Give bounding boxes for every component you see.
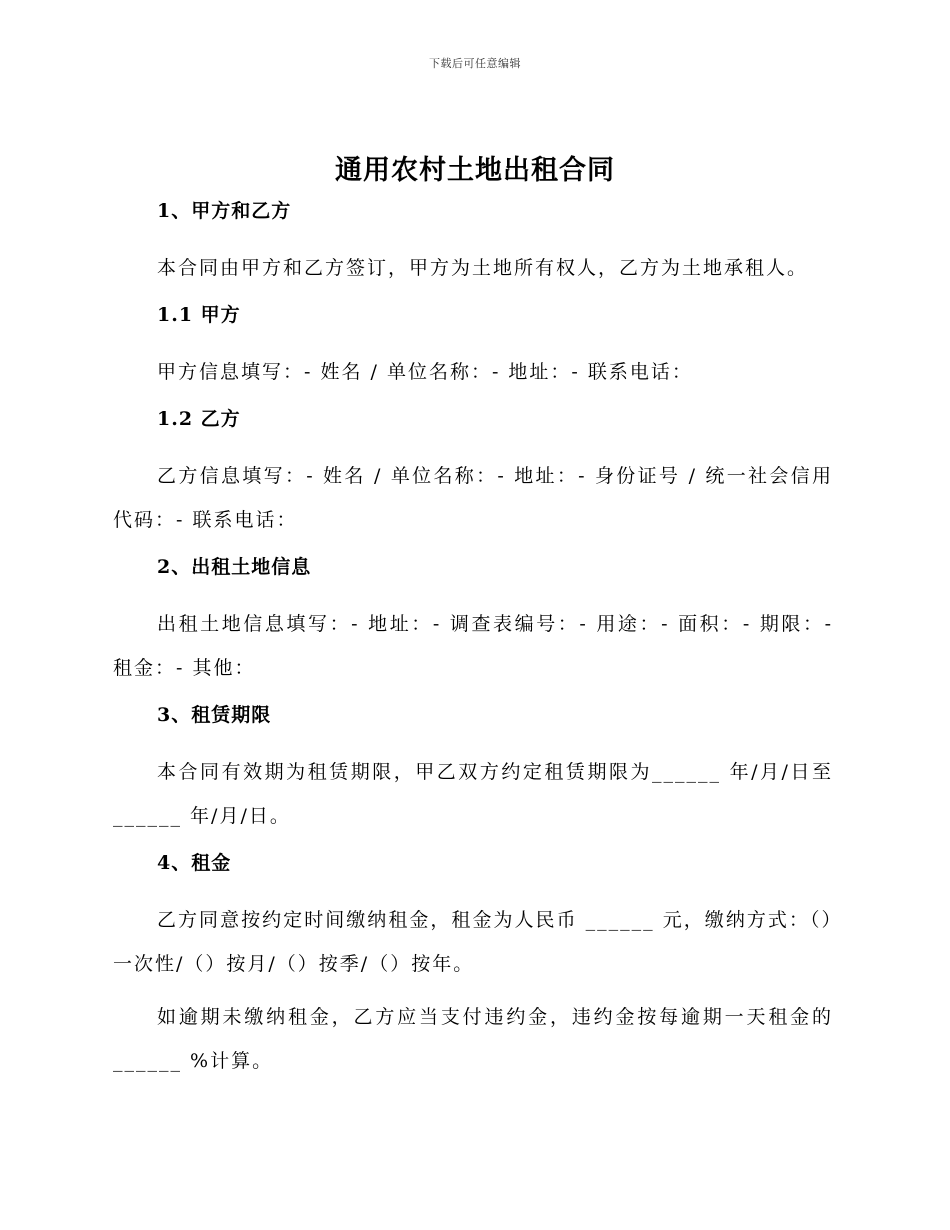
- section-heading-2: 2、出租土地信息: [157, 556, 312, 578]
- section-body-2: 出租土地信息填写：- 地址：- 调查表编号：- 用途：- 面积：- 期限：- 租金：- 其他：: [113, 613, 833, 679]
- header-note: 下载后可任意编辑: [429, 57, 521, 70]
- section-body-4b: 如逾期未缴纳租金，乙方应当支付违约金，违约金按每逾期一天租金的 ______ %计算。: [113, 1006, 833, 1072]
- page-title: 通用农村土地出租合同: [335, 155, 615, 186]
- section-heading-4: 4、租金: [157, 852, 232, 874]
- section-body-4a: 乙方同意按约定时间缴纳租金，租金为人民币 ______ 元，缴纳方式：（）一次性/（）按月/（）按季/（）按年。: [113, 909, 833, 975]
- section-body-1: 本合同由甲方和乙方签订，甲方为土地所有权人，乙方为土地承租人。: [157, 257, 809, 279]
- document-body: [113, 195, 833, 1083]
- section-heading-3: 3、租赁期限: [157, 704, 272, 726]
- section-heading-1: 1、甲方和乙方: [157, 200, 292, 222]
- section-heading-1-2: 1.2 乙方: [157, 408, 241, 430]
- section-body-1-2: 乙方信息填写：- 姓名 / 单位名称：- 地址：- 身份证号 / 统一社会信用代码：- 联系电话：: [113, 465, 833, 531]
- section-body-1-1: 甲方信息填写：- 姓名 / 单位名称：- 地址：- 联系电话：: [157, 361, 693, 383]
- section-body-3: 本合同有效期为租赁期限，甲乙双方约定租赁期限为______ 年/月/日至 ______ 年/月/日。: [113, 761, 833, 827]
- section-heading-1-1: 1.1 甲方: [157, 304, 241, 326]
